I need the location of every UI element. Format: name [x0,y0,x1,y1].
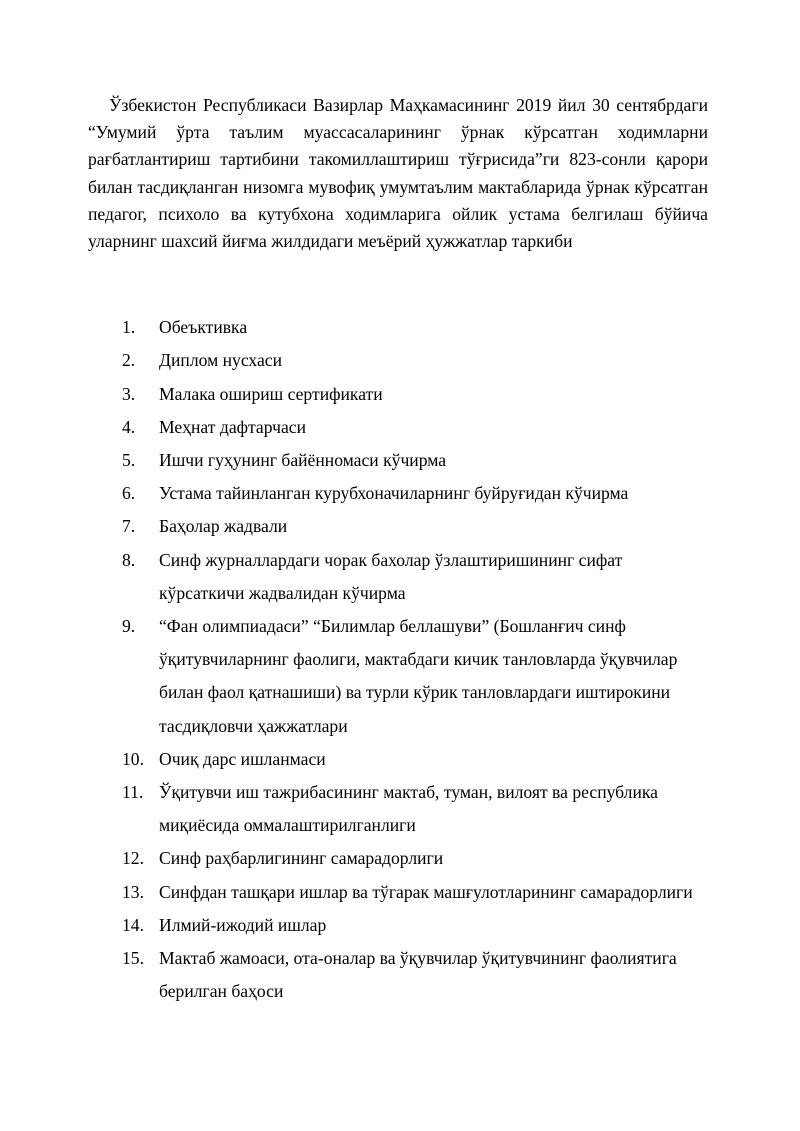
list-item [88,544,708,610]
list-item-text: Мактаб жамоаси, ота-оналар ва ўқувчилар ўқитувчининг фаолиятига берилган баҳоси [159,948,677,1002]
requirements-list [88,311,708,1008]
list-item [88,610,708,743]
list-item [88,510,708,543]
list-item-marker: 8. [122,549,136,570]
list-item-text: Синф журналлардаги чорак бахолар ўзлаштиришининг сифат кўрсаткичи жадвалидан кўчирма [159,549,623,603]
intro-paragraph: Ўзбекистон Республикаси Вазирлар Маҳкамасининг 2019 йил 30 сентябрдаги “Умумий ўрта таълим муассасаларининг ўрнак кўрсатган ходимларни рағбатлантириш тартибини такомиллаштириш тўғрисида”ги 823-сонли қарори билан тасдиқланган низомга мувофиқ умумтаълим мактабларида ўрнак кўрсатган педагог, психоло ва кутубхона ходимларига ойлик устама белгилаш бўйича уларнинг шахсий йиғма жилдидаги меъёрий ҳужжатлар таркиби [88,95,708,252]
list-item-marker: 4. [122,416,136,437]
list-item-text: Баҳолар жадвали [159,516,288,537]
list-item [88,311,708,344]
list-item-text: Малака ошириш сертификати [159,383,383,404]
list-item-marker: 13. [122,881,144,902]
list-item-marker: 7. [122,516,136,537]
list-item [88,842,708,875]
list-item [88,411,708,444]
list-item-text: Илмий-ижодий ишлар [159,914,327,935]
list-item-marker: 5. [122,450,136,471]
list-item [88,876,708,909]
list-item-text: “Фан олимпиадаси” “Билимлар беллашуви” (Бошланғич синф ўқитувчиларнинг фаолиги, мактабдаги кичик танловларда ўқувчилар билан фаол қатнашиши) ва турли кўрик танловлардаги иштирокини тасдиқловчи ҳажжатлари [159,616,678,736]
list-item-marker: 1. [122,317,136,338]
list-item-marker: 11. [122,782,144,803]
list-item [88,477,708,510]
list-item-marker: 3. [122,383,136,404]
list-item [88,444,708,477]
list-item [88,378,708,411]
list-item [88,942,708,1008]
list-item-marker: 15. [122,948,144,969]
list-item-text: Синф раҳбарлигининг самарадорлиги [159,848,444,869]
list-item-text: Ўқитувчи иш тажрибасининг мактаб, туман, вилоят ва республика миқиёсида оммалаштирилганлиги [159,782,658,836]
list-item-text: Очиқ дарс ишланмаси [159,748,326,769]
list-item [88,344,708,377]
list-item-marker: 6. [122,483,136,504]
list-item-text: Устама тайинланган курубхоначиларнинг буйруғидан кўчирма [159,483,629,504]
list-item-marker: 9. [122,616,136,637]
list-item [88,743,708,776]
list-item-text: Синфдан ташқари ишлар ва тўгарак машғулотларининг самарадорлиги [159,881,693,902]
list-item-marker: 2. [122,350,136,371]
list-item [88,909,708,942]
list-item-text: Диплом нусхаси [159,350,282,371]
list-item-marker: 12. [122,848,144,869]
list-item [88,776,708,842]
list-item-text: Меҳнат дафтарчаси [159,416,306,437]
list-item-text: Ишчи гуҳунинг байённомаси кўчирма [159,450,447,471]
list-item-marker: 14. [122,914,144,935]
list-item-marker: 10. [122,748,144,769]
document-body [88,92,708,1008]
list-item-text: Обеъктивка [159,317,248,338]
